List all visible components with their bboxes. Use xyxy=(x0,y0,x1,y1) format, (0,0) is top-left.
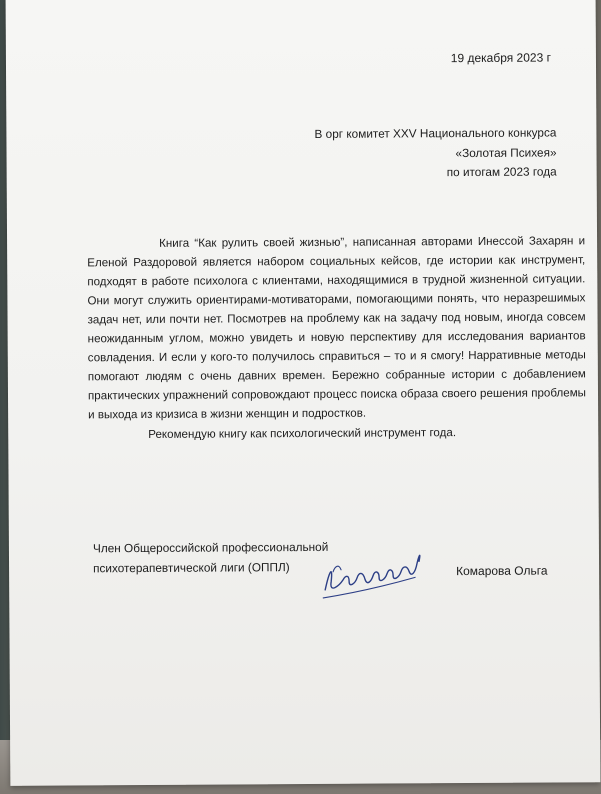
letter-body xyxy=(87,231,586,444)
handwritten-signature xyxy=(319,541,429,612)
position-line: Член Общероссийской профессиональной xyxy=(92,539,329,556)
body-paragraph: Книга “Как рулить своей жизнью”, написанная авторами Инессой Захарян и Еленой Раздоровой является набором социальных кейсов, где истории как инструмент, подходят в работе психолога с клиентами, находящимися в трудной жизненной ситуации. Они могут служить ориентирами-мотиваторами, помогающими понять, что неразрешимых задач нет, или почти нет. Посмотрев на проблему как на задачу под новым, иногда совсем неожиданным углом, можно увидеть и новую перспективу для исследования вариантов совладения. И если у кого-то получилось справиться – то и я смогу! Нарративные методы помогают людям с очень давних времен. Бережно собранные истории с добавлением практических упражнений сопровождают процесс поиска образа своего решения проблемы и выхода из кризиса в жизни женщин и подростков. xyxy=(87,234,587,422)
position-line: психотерапевтической лиги (ОППЛ) xyxy=(93,560,290,576)
recommendation-paragraph: Рекомендую книгу как психологический инструмент года. xyxy=(148,426,457,441)
addressee-line: по итогам 2023 года xyxy=(446,164,557,180)
addressee-line: В орг комитет XXV Национального конкурса xyxy=(314,125,557,141)
signatory-position xyxy=(93,537,329,578)
addressee-block xyxy=(314,123,556,183)
letter-sheet xyxy=(6,0,601,786)
addressee-line: «Золотая Психея» xyxy=(455,144,557,160)
letter-date: 19 декабря 2023 г xyxy=(450,50,551,66)
signatory-name: Комарова Ольга xyxy=(456,563,548,579)
